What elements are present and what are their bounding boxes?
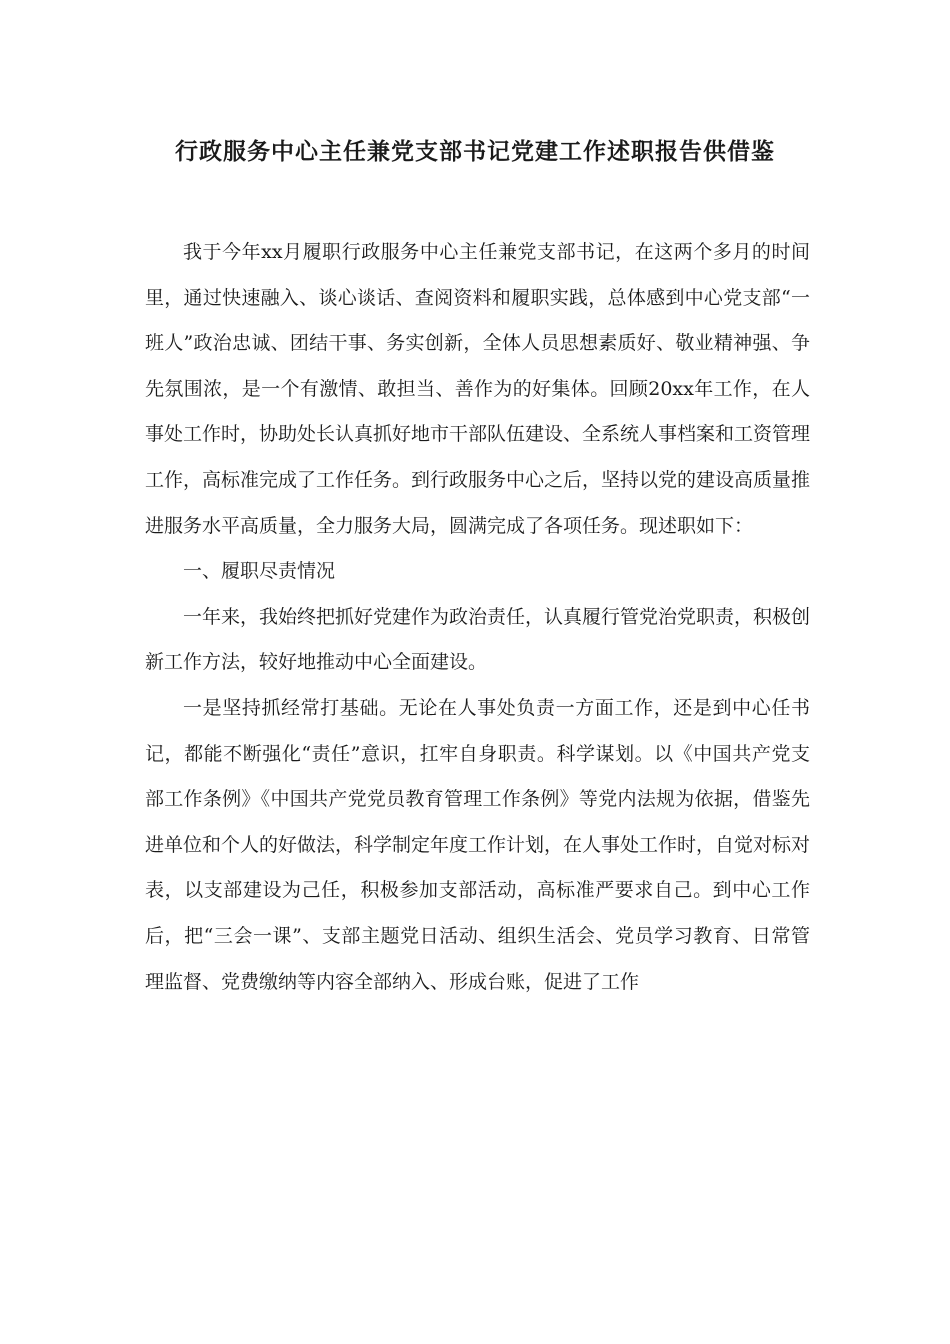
paragraph-intro: 我于今年xx月履职行政服务中心主任兼党支部书记，在这两个多月的时间里，通过快速融入、谈心谈话、查阅资料和履职实践，总体感到中心党支部“一班人”政治忠诚、团结干事、务实创新，全体人员思想素质好、敬业精神强、争先氛围浓，是一个有激情、敢担当、善作为的好集体。回顾20xx年工作，在人事处工作时，协助处长认真抓好地市干部队伍建设、全系统人事档案和工资管理工作，高标准完成了工作任务。到行政服务中心之后，坚持以党的建设高质量推进服务水平高质量，全力服务大局，圆满完成了各项任务。现述职如下： (145, 241, 811, 537)
document-title: 行政服务中心主任兼党支部书记党建工作述职报告供借鉴 (175, 138, 775, 165)
document-body (145, 230, 810, 1005)
paragraph-summary: 一年来，我始终把抓好党建作为政治责任，认真履行管党治党职责，积极创新工作方法，较好地推动中心全面建设。 (145, 605, 811, 674)
section-heading: 一、履职尽责情况 (183, 560, 336, 583)
paragraph-point-one: 一是坚持抓经常打基础。无论在人事处负责一方面工作，还是到中心任书记，都能不断强化“责任”意识，扛牢自身职责。科学谋划。以《中国共产党支部工作条例》《中国共产党党员教育管理工作条例》等党内法规为依据，借鉴先进单位和个人的好做法，科学制定年度工作计划，在人事处工作时，自觉对标对表，以支部建设为己任，积极参加支部活动，高标准严要求自己。到中心工作后，把“三会一课”、支部主题党日活动、组织生活会、党员学习教育、日常管理监督、党费缴纳等内容全部纳入、形成台账，促进了工作 (145, 696, 811, 993)
